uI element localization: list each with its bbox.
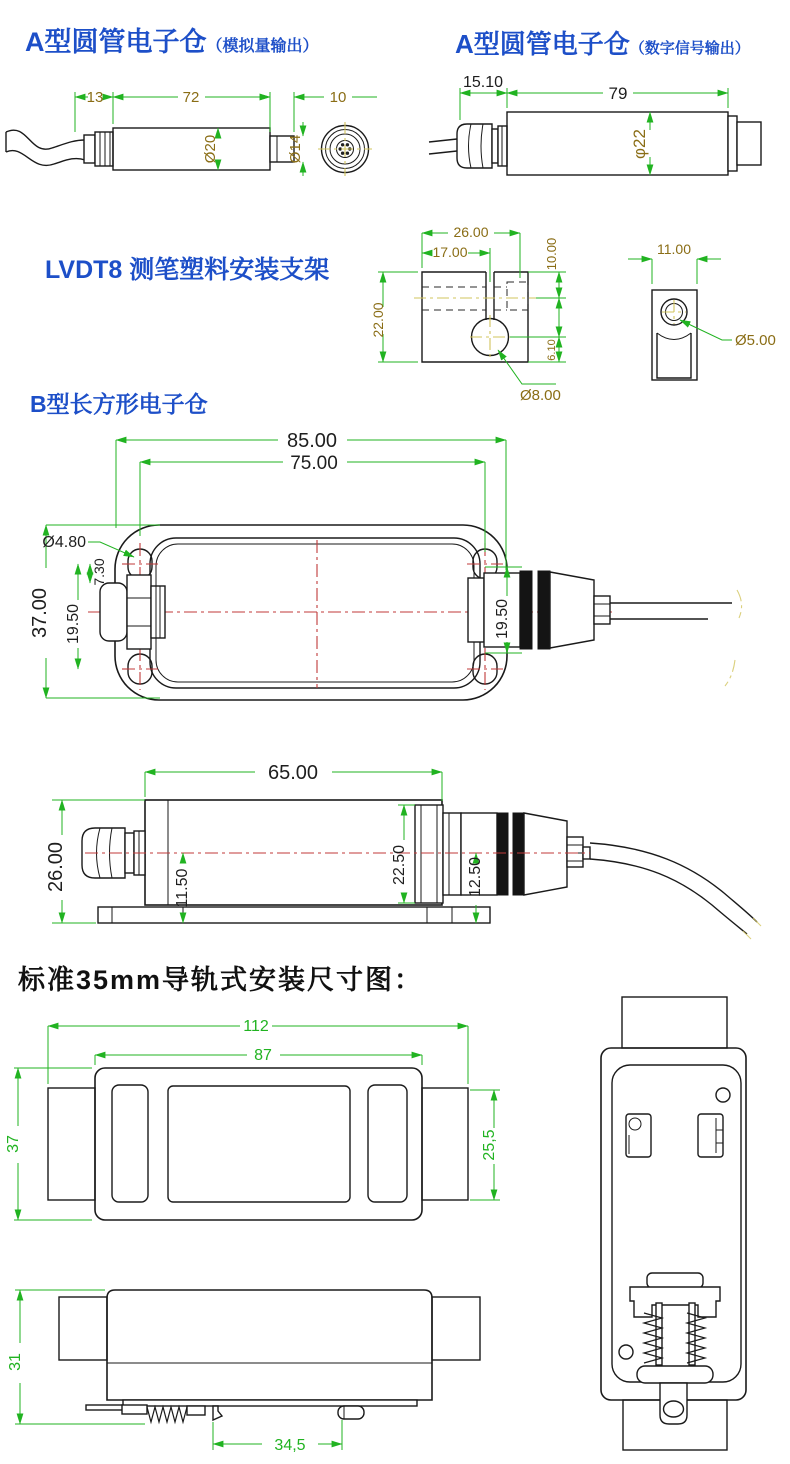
dimensions: [370, 224, 776, 404]
dim-rail-height: 37: [5, 1135, 22, 1153]
dim-rail-outer: 112: [243, 1018, 269, 1035]
dim-a1-connector: 10: [329, 89, 347, 106]
rail-body: [48, 1068, 468, 1220]
dim-bside-height: 26.00: [45, 841, 67, 893]
sensor-body: [507, 112, 728, 175]
dim-btop-hole: Ø4.80: [42, 534, 86, 551]
cable-gland: [84, 132, 113, 166]
front-slots: [626, 1114, 723, 1157]
dimensions: [29, 430, 522, 698]
dim-bside-len: 65.00: [267, 762, 319, 784]
din-clip: [86, 1400, 417, 1422]
din-clip-mechanism: [619, 1273, 720, 1424]
a-analog-drawing: [0, 60, 395, 205]
dim-a1-dia-connector: Ø14: [287, 134, 304, 164]
centerlines: [88, 540, 612, 688]
heading-a-digital: [455, 24, 750, 61]
bracket-drawing: [370, 222, 790, 422]
dim-btop-lid: 75.00: [290, 453, 338, 474]
mounting-holes: [122, 543, 503, 690]
dim-btop-outer: 85.00: [286, 430, 338, 452]
b-type-top-view: [0, 420, 790, 740]
dim-bside-connector-h: 22.50: [391, 844, 408, 886]
heading-b-type: B型长方形电子仓: [30, 391, 208, 417]
dim-bracket-side-width: 11.00: [657, 241, 691, 257]
cable: [590, 843, 761, 939]
dim-a2-gland: 15.10: [462, 74, 504, 91]
dim-a1-body: 72: [182, 89, 200, 106]
cable: [6, 130, 85, 165]
dim-bracket-outer: 26.00: [453, 224, 489, 240]
dim-btop-hole-span: 19.50: [65, 603, 82, 645]
heading-a-digital-title: A型圆管电子仓: [455, 29, 630, 59]
dim-a1-dia-body: Ø20: [202, 134, 219, 164]
dim-btop-hole-offset: 7.30: [91, 558, 107, 586]
dim-rail-body: 87: [254, 1047, 272, 1064]
rail-top-view: [0, 1008, 590, 1248]
dim-railside-height: 31: [7, 1353, 24, 1371]
a-digital-drawing: [395, 60, 790, 205]
dim-a1-gland: 13: [86, 89, 104, 106]
cable: [429, 139, 457, 154]
heading-bracket: LVDT8 测笔塑料安装支架: [45, 256, 330, 284]
bracket-front-view: [414, 272, 536, 362]
rail-body: [59, 1290, 480, 1400]
rail-side-view: [0, 1248, 590, 1464]
dim-bside-connector-center: 12.50: [467, 856, 484, 898]
dim-a2-body: 79: [608, 84, 628, 103]
heading-a-analog-title: A型圆管电子仓: [25, 27, 207, 57]
heading-rail: 标准35mm导轨式安装尺寸图：: [18, 965, 424, 995]
dim-btop-height: 37.00: [29, 587, 51, 639]
dim-bracket-hbottom: 6.10: [546, 339, 558, 361]
heading-a-digital-sub: （数字信号输出）: [629, 40, 750, 57]
b-type-side-view: [0, 755, 790, 945]
rail-front-view: [590, 985, 790, 1464]
heading-a-analog-sub: （模拟量输出）: [206, 38, 319, 55]
connector-face: [318, 122, 372, 176]
dimensions: [7, 1290, 342, 1454]
dim-bracket-side-hole: Ø5.00: [735, 332, 776, 349]
output-connector: [415, 805, 590, 903]
dim-bside-gland-center: 11.50: [174, 868, 191, 908]
dim-bracket-hole: Ø8.00: [520, 387, 561, 404]
connector-stub: [728, 116, 761, 171]
heading-a-analog: [25, 20, 319, 59]
cable-gland: [457, 124, 507, 168]
dim-rail-tab: 25,5: [481, 1129, 498, 1161]
dim-a2-dia-body: φ22: [630, 129, 649, 159]
dim-btop-connector-dia: 19.50: [494, 598, 511, 640]
dimensions: [5, 1018, 500, 1220]
cable-gland: [100, 575, 165, 649]
dim-bracket-height: 22.00: [370, 302, 386, 338]
sensor-body: [113, 128, 270, 170]
dim-bracket-htop: 10.00: [544, 237, 559, 271]
dim-bracket-slot: 17.00: [432, 244, 468, 260]
bracket-side-view: [652, 290, 697, 380]
dim-railside-hooks: 34,5: [274, 1437, 306, 1454]
